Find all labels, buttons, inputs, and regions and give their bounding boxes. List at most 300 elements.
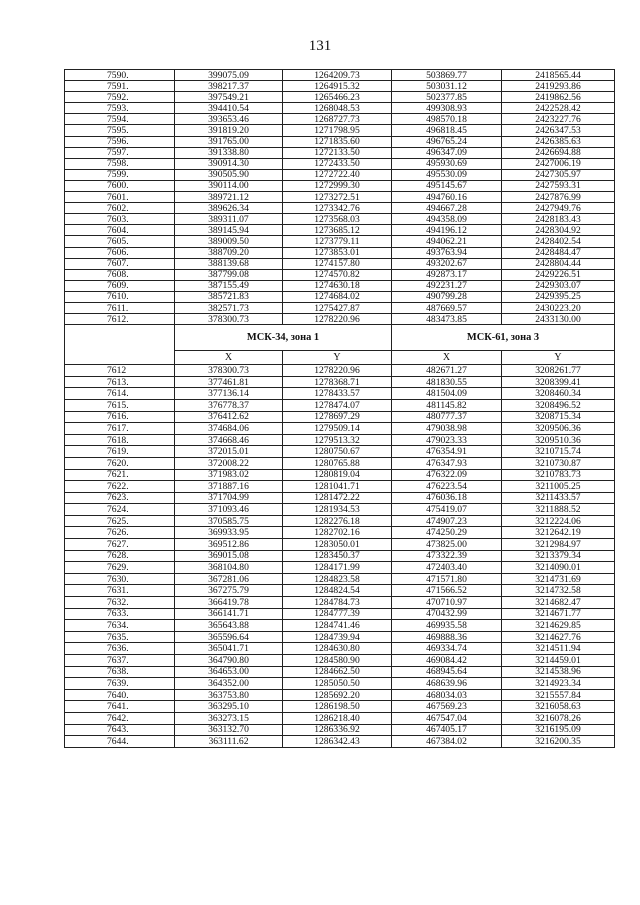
coordinate-cell: 1272722.40 [283, 169, 392, 180]
table-row [65, 269, 615, 280]
coordinate-cell: 385721.83 [175, 291, 283, 302]
coordinate-cell: 388139.68 [175, 258, 283, 269]
coordinate-cell: 389145.94 [175, 225, 283, 236]
coordinate-cell: 3211888.52 [502, 504, 615, 516]
coordinate-cell: 1272133.50 [283, 147, 392, 158]
coordinate-cell: 1264209.73 [283, 70, 392, 81]
coordinate-cell: 364790.80 [175, 655, 283, 667]
coordinate-cell: 470710.97 [392, 597, 502, 609]
coordinate-cell: 372008.22 [175, 457, 283, 469]
point-number-cell: 7596. [65, 136, 175, 147]
coordinate-cell: 1286218.40 [283, 712, 392, 724]
coordinate-cell: 2428804.44 [502, 258, 615, 269]
coordinate-cell: 1280750.67 [283, 446, 392, 458]
table-row [65, 724, 615, 736]
axis-x-label-left: X [175, 351, 283, 365]
coordinate-cell: 502377.85 [392, 92, 502, 103]
coordinate-cell: 483473.85 [392, 314, 502, 325]
coordinate-cell: 390914.30 [175, 158, 283, 169]
coordinate-cell: 3214731.69 [502, 573, 615, 585]
point-number-cell: 7643. [65, 724, 175, 736]
point-number-cell: 7616. [65, 411, 175, 423]
coordinate-cell: 1278220.96 [283, 365, 392, 377]
point-number-cell: 7640. [65, 689, 175, 701]
page-number: 131 [308, 38, 332, 54]
axis-y-label-right: Y [502, 351, 615, 365]
coordinate-cell: 2433130.00 [502, 314, 615, 325]
table-row [65, 180, 615, 191]
coordinate-cell: 473825.00 [392, 539, 502, 551]
coordinate-cell: 3211433.57 [502, 492, 615, 504]
point-number-cell: 7619. [65, 446, 175, 458]
point-number-cell: 7623. [65, 492, 175, 504]
coordinate-cell: 374684.06 [175, 423, 283, 435]
coordinate-cell: 371704.99 [175, 492, 283, 504]
coordinate-cell: 390505.90 [175, 169, 283, 180]
point-number-cell: 7612 [65, 365, 175, 377]
coordinate-cell: 1284824.54 [283, 585, 392, 597]
coordinate-cell: 499308.93 [392, 103, 502, 114]
table-row [65, 280, 615, 291]
table-row [65, 631, 615, 643]
table-row [65, 114, 615, 125]
point-number-cell: 7590. [65, 70, 175, 81]
table-row [65, 365, 615, 377]
coordinate-cell: 1271798.95 [283, 125, 392, 136]
coordinate-cell: 493202.67 [392, 258, 502, 269]
coordinate-cell: 1274157.80 [283, 258, 392, 269]
point-number-cell: 7630. [65, 573, 175, 585]
coordinate-cell: 3208460.34 [502, 388, 615, 400]
coordinate-cell: 482671.27 [392, 365, 502, 377]
coordinate-cell: 3209510.36 [502, 434, 615, 446]
coordinate-cell: 3214090.01 [502, 562, 615, 574]
point-number-cell: 7626. [65, 527, 175, 539]
point-number-cell: 7601. [65, 192, 175, 203]
coordinate-cell: 366419.78 [175, 597, 283, 609]
coordinate-cell: 378300.73 [175, 314, 283, 325]
coordinate-cell: 1273568.03 [283, 214, 392, 225]
coordinate-cell: 2430223.20 [502, 302, 615, 313]
coordinate-cell: 372015.01 [175, 446, 283, 458]
coordinate-cell: 369933.95 [175, 527, 283, 539]
point-number-cell: 7638. [65, 666, 175, 678]
table-row [65, 192, 615, 203]
coordinate-cell: 1273342.76 [283, 203, 392, 214]
coordinate-cell: 363273.15 [175, 712, 283, 724]
coordinate-cell: 1280819.04 [283, 469, 392, 481]
table-row [65, 423, 615, 435]
coordinate-cell: 493763.94 [392, 247, 502, 258]
coordinate-cell: 467569.23 [392, 701, 502, 713]
coordinate-cell: 1284662.50 [283, 666, 392, 678]
table-row [65, 597, 615, 609]
point-number-cell: 7592. [65, 92, 175, 103]
coordinate-cell: 1265466.23 [283, 92, 392, 103]
coordinate-cell: 1282702.16 [283, 527, 392, 539]
coordinate-cell: 1273779.11 [283, 236, 392, 247]
coordinate-cell: 2428183.43 [502, 214, 615, 225]
coordinate-cell: 3216200.35 [502, 736, 615, 748]
point-number-cell: 7622. [65, 481, 175, 493]
coordinate-cell: 391819.20 [175, 125, 283, 136]
coordinate-cell: 1286198.50 [283, 701, 392, 713]
coordinate-cell: 1274684.02 [283, 291, 392, 302]
coordinate-cell: 377136.14 [175, 388, 283, 400]
coordinate-cell: 494667.28 [392, 203, 502, 214]
table-row [65, 666, 615, 678]
point-number-cell: 7614. [65, 388, 175, 400]
point-number-cell: 7609. [65, 280, 175, 291]
table-row [65, 302, 615, 313]
coordinate-cell: 2429226.51 [502, 269, 615, 280]
coordinate-cell: 389626.34 [175, 203, 283, 214]
table-row [65, 585, 615, 597]
coordinate-cell: 391338.80 [175, 147, 283, 158]
coordinate-cell: 389009.50 [175, 236, 283, 247]
coordinate-cell: 2429395.25 [502, 291, 615, 302]
coordinate-cell: 1280765.88 [283, 457, 392, 469]
coordinate-cell: 476036.18 [392, 492, 502, 504]
point-number-cell: 7598. [65, 158, 175, 169]
coordinate-cell: 1275427.87 [283, 302, 392, 313]
coordinate-cell: 3208496.52 [502, 399, 615, 411]
point-number-cell: 7644. [65, 736, 175, 748]
coordinate-cell: 487669.57 [392, 302, 502, 313]
coordinate-cell: 3212642.19 [502, 527, 615, 539]
table-row [65, 291, 615, 302]
coordinate-cell: 3210783.73 [502, 469, 615, 481]
coordinate-cell: 1281934.53 [283, 504, 392, 516]
table-row [65, 388, 615, 400]
table-row [65, 712, 615, 724]
coordinate-cell: 2426694.88 [502, 147, 615, 158]
coordinate-cell: 3213379.34 [502, 550, 615, 562]
coordinate-cell: 2427305.97 [502, 169, 615, 180]
coordinate-cell: 494062.21 [392, 236, 502, 247]
coordinate-cell: 2428484.47 [502, 247, 615, 258]
point-number-cell: 7605. [65, 236, 175, 247]
coordinate-cell: 2427949.76 [502, 203, 615, 214]
coordinate-cell: 365643.88 [175, 620, 283, 632]
coordinate-cell: 3208399.41 [502, 376, 615, 388]
table-row [65, 158, 615, 169]
coordinate-cell: 1281472.22 [283, 492, 392, 504]
table-row [65, 399, 615, 411]
coordinate-cell: 365596.64 [175, 631, 283, 643]
coordinate-cell: 496765.24 [392, 136, 502, 147]
coordinate-cell: 374668.46 [175, 434, 283, 446]
coordinate-cell: 3211005.25 [502, 481, 615, 493]
table-row [65, 562, 615, 574]
coordinate-cell: 1286342.43 [283, 736, 392, 748]
coordinate-cell: 492873.17 [392, 269, 502, 280]
point-number-cell: 7597. [65, 147, 175, 158]
coordinate-cell: 3212224.06 [502, 515, 615, 527]
table-row [65, 258, 615, 269]
table-row [65, 136, 615, 147]
coordinate-cell: 393653.46 [175, 114, 283, 125]
table-row [65, 434, 615, 446]
coordinate-cell: 496818.45 [392, 125, 502, 136]
coordinate-cell: 1283450.37 [283, 550, 392, 562]
table-row [65, 608, 615, 620]
coordinate-cell: 1284630.80 [283, 643, 392, 655]
point-number-cell: 7603. [65, 214, 175, 225]
coordinate-cell: 367275.79 [175, 585, 283, 597]
table-row [65, 457, 615, 469]
table-row [65, 539, 615, 551]
coordinate-cell: 363753.80 [175, 689, 283, 701]
point-number-cell: 7607. [65, 258, 175, 269]
coordinates-table [64, 69, 615, 748]
coordinate-cell: 3214682.47 [502, 597, 615, 609]
point-number-cell: 7611. [65, 302, 175, 313]
coordinate-cell: 389721.12 [175, 192, 283, 203]
table-row [65, 446, 615, 458]
coordinate-cell: 480777.37 [392, 411, 502, 423]
table-row [65, 504, 615, 516]
table-row [65, 515, 615, 527]
coordinate-cell: 1264915.32 [283, 81, 392, 92]
coordinate-cell: 397549.21 [175, 92, 283, 103]
coordinate-cell: 2427593.31 [502, 180, 615, 191]
point-number-cell: 7602. [65, 203, 175, 214]
coordinate-cell: 382571.73 [175, 302, 283, 313]
table-row [65, 527, 615, 539]
coordinate-cell: 3214732.58 [502, 585, 615, 597]
coordinate-cell: 3214671.77 [502, 608, 615, 620]
point-number-cell: 7621. [65, 469, 175, 481]
system-header-row [65, 325, 615, 351]
coordinate-cell: 3216058.63 [502, 701, 615, 713]
table-row [65, 492, 615, 504]
coordinate-cell: 1284580.90 [283, 655, 392, 667]
table-row [65, 376, 615, 388]
coordinate-cell: 481145.82 [392, 399, 502, 411]
point-number-cell: 7627. [65, 539, 175, 551]
coordinate-cell: 376412.62 [175, 411, 283, 423]
coordinate-cell: 2422528.42 [502, 103, 615, 114]
coordinate-cell: 1285050.50 [283, 678, 392, 690]
table2-body [65, 365, 615, 748]
coordinate-cell: 503869.77 [392, 70, 502, 81]
coordinate-cell: 1273272.51 [283, 192, 392, 203]
coordinate-cell: 473322.39 [392, 550, 502, 562]
coordinate-cell: 471566.52 [392, 585, 502, 597]
coordinate-cell: 387155.49 [175, 280, 283, 291]
point-number-cell: 7620. [65, 457, 175, 469]
coordinate-cell: 498570.18 [392, 114, 502, 125]
coordinate-cell: 476322.09 [392, 469, 502, 481]
system-left-label: МСК-34, зона 1 [175, 325, 392, 351]
point-number-cell: 7613. [65, 376, 175, 388]
point-number-cell: 7631. [65, 585, 175, 597]
coordinate-cell: 469084.42 [392, 655, 502, 667]
point-number-cell: 7637. [65, 655, 175, 667]
coordinate-cell: 474250.29 [392, 527, 502, 539]
point-number-cell: 7615. [65, 399, 175, 411]
coordinate-cell: 364352.00 [175, 678, 283, 690]
table-row [65, 92, 615, 103]
point-number-cell: 7604. [65, 225, 175, 236]
coordinate-cell: 389311.07 [175, 214, 283, 225]
table-row [65, 169, 615, 180]
coordinate-cell: 364653.00 [175, 666, 283, 678]
coordinate-cell: 2427006.19 [502, 158, 615, 169]
table-row [65, 225, 615, 236]
coordinate-cell: 1284171.99 [283, 562, 392, 574]
coordinate-cell: 1274570.82 [283, 269, 392, 280]
coordinate-cell: 376778.37 [175, 399, 283, 411]
coordinate-cell: 3216078.26 [502, 712, 615, 724]
point-number-cell: 7600. [65, 180, 175, 191]
coordinate-cell: 363295.10 [175, 701, 283, 713]
point-number-cell: 7628. [65, 550, 175, 562]
coordinate-cell: 3208715.34 [502, 411, 615, 423]
table-row [65, 411, 615, 423]
system-right-label: МСК-61, зона 3 [392, 325, 615, 351]
coordinate-cell: 368104.80 [175, 562, 283, 574]
point-number-cell: 7606. [65, 247, 175, 258]
coordinate-cell: 367281.06 [175, 573, 283, 585]
table-row [65, 236, 615, 247]
coordinate-cell: 495530.09 [392, 169, 502, 180]
coordinate-cell: 1268727.73 [283, 114, 392, 125]
table-row [65, 81, 615, 92]
point-number-cell: 7612. [65, 314, 175, 325]
coordinate-cell: 398217.37 [175, 81, 283, 92]
coordinate-cell: 387799.08 [175, 269, 283, 280]
table1-body [65, 70, 615, 325]
point-number-cell: 7641. [65, 701, 175, 713]
coordinate-cell: 1279509.14 [283, 423, 392, 435]
coordinate-cell: 1268048.53 [283, 103, 392, 114]
coordinate-cell: 472403.40 [392, 562, 502, 574]
coordinate-cell: 3215557.84 [502, 689, 615, 701]
table-row [65, 247, 615, 258]
coordinate-cell: 468034.03 [392, 689, 502, 701]
coordinate-cell: 2426385.63 [502, 136, 615, 147]
point-number-cell: 7625. [65, 515, 175, 527]
coordinate-cell: 3214511.94 [502, 643, 615, 655]
coordinate-cell: 394410.54 [175, 103, 283, 114]
coordinate-cell: 1284777.39 [283, 608, 392, 620]
coordinate-cell: 371983.02 [175, 469, 283, 481]
coordinate-cell: 2419293.86 [502, 81, 615, 92]
table-row [65, 70, 615, 81]
coordinate-cell: 1284741.46 [283, 620, 392, 632]
point-number-cell: 7642. [65, 712, 175, 724]
coordinate-cell: 1282276.18 [283, 515, 392, 527]
coordinate-cell: 481830.55 [392, 376, 502, 388]
coordinate-cell: 371887.16 [175, 481, 283, 493]
coordinate-cell: 479038.98 [392, 423, 502, 435]
coordinate-cell: 1278474.07 [283, 399, 392, 411]
coordinate-cell: 1284784.73 [283, 597, 392, 609]
coordinate-cell: 3214923.34 [502, 678, 615, 690]
coordinate-cell: 1279513.32 [283, 434, 392, 446]
coordinate-cell: 369512.86 [175, 539, 283, 551]
point-number-cell: 7593. [65, 103, 175, 114]
coordinate-cell: 479023.33 [392, 434, 502, 446]
coordinate-cell: 1283050.01 [283, 539, 392, 551]
table-row [65, 550, 615, 562]
coordinate-cell: 3216195.09 [502, 724, 615, 736]
coordinate-cell: 366141.71 [175, 608, 283, 620]
point-number-cell: 7635. [65, 631, 175, 643]
coordinate-cell: 469888.36 [392, 631, 502, 643]
table-row [65, 147, 615, 158]
coordinate-cell: 377461.81 [175, 376, 283, 388]
coordinate-cell: 503031.12 [392, 81, 502, 92]
coordinate-cell: 1271835.60 [283, 136, 392, 147]
coordinate-cell: 468639.96 [392, 678, 502, 690]
table-row [65, 125, 615, 136]
coordinate-cell: 3210715.74 [502, 446, 615, 458]
table-row [65, 678, 615, 690]
point-number-cell: 7629. [65, 562, 175, 574]
axis-y-label-left: Y [283, 351, 392, 365]
coordinate-cell: 474907.23 [392, 515, 502, 527]
coordinate-cell: 1278368.71 [283, 376, 392, 388]
coordinate-cell: 3214538.96 [502, 666, 615, 678]
point-number-cell: 7599. [65, 169, 175, 180]
table-row [65, 314, 615, 325]
point-number-cell: 7632. [65, 597, 175, 609]
coordinate-cell: 3214627.76 [502, 631, 615, 643]
table-row [65, 103, 615, 114]
coordinate-cell: 476223.54 [392, 481, 502, 493]
point-number-cell: 7633. [65, 608, 175, 620]
point-number-cell: 7595. [65, 125, 175, 136]
point-number-cell: 7591. [65, 81, 175, 92]
point-number-cell: 7639. [65, 678, 175, 690]
coordinate-cell: 496347.09 [392, 147, 502, 158]
coordinate-cell: 2418565.44 [502, 70, 615, 81]
table-row [65, 214, 615, 225]
coordinate-cell: 2423227.76 [502, 114, 615, 125]
coordinate-cell: 363111.62 [175, 736, 283, 748]
coordinate-cell: 2429303.07 [502, 280, 615, 291]
coordinate-cell: 476347.93 [392, 457, 502, 469]
coordinate-cell: 1273685.12 [283, 225, 392, 236]
coordinate-cell: 476354.91 [392, 446, 502, 458]
coordinate-cell: 363132.70 [175, 724, 283, 736]
point-number-cell: 7634. [65, 620, 175, 632]
axis-x-label-right: X [392, 351, 502, 365]
system-header [65, 325, 615, 365]
table-row [65, 701, 615, 713]
coordinate-cell: 469935.58 [392, 620, 502, 632]
coordinate-cell: 495930.69 [392, 158, 502, 169]
coordinate-cell: 2419862.56 [502, 92, 615, 103]
table-row [65, 736, 615, 748]
coordinate-cell: 1284739.94 [283, 631, 392, 643]
coordinate-cell: 1274630.18 [283, 280, 392, 291]
table-row [65, 689, 615, 701]
coordinate-cell: 1281041.71 [283, 481, 392, 493]
table-row [65, 203, 615, 214]
table-row [65, 620, 615, 632]
coordinate-cell: 1278433.57 [283, 388, 392, 400]
coordinate-cell: 467405.17 [392, 724, 502, 736]
coordinate-cell: 388709.20 [175, 247, 283, 258]
coordinate-cell: 470432.99 [392, 608, 502, 620]
coordinate-cell: 1284823.58 [283, 573, 392, 585]
coordinate-cell: 3208261.77 [502, 365, 615, 377]
coordinate-cell: 2428402.54 [502, 236, 615, 247]
